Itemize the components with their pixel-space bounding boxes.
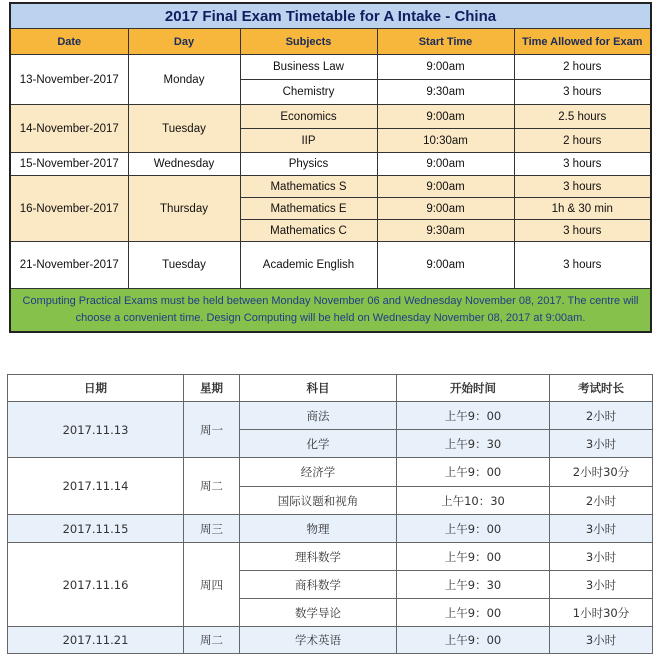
duration-cell: 3小时 <box>550 430 653 458</box>
day-cell: 周二 <box>184 458 240 515</box>
day-cell: 周四 <box>184 543 240 627</box>
subject-cell: Economics <box>240 105 377 129</box>
subject-cell: 商科数学 <box>240 571 397 599</box>
duration-cell: 3 hours <box>514 80 651 105</box>
duration-cell: 3 hours <box>514 153 651 176</box>
day-cell: Wednesday <box>128 153 240 176</box>
date-cell: 13-November-2017 <box>10 55 128 105</box>
column-header-time-allowed: Time Allowed for Exam <box>514 29 651 55</box>
table-row <box>10 105 651 129</box>
duration-cell: 3 hours <box>514 220 651 242</box>
start-time-cell: 9:00am <box>377 105 514 129</box>
subject-cell: 国际议题和视角 <box>240 487 397 515</box>
subject-cell: 商法 <box>240 402 397 430</box>
table-row <box>10 176 651 198</box>
start-time-cell: 上午9：30 <box>397 430 550 458</box>
start-time-cell: 9:00am <box>377 176 514 198</box>
column-header-date: Date <box>10 29 128 55</box>
duration-cell: 3小时 <box>550 515 653 543</box>
subject-cell: 化学 <box>240 430 397 458</box>
duration-cell: 3小时 <box>550 627 653 654</box>
duration-cell: 2.5 hours <box>514 105 651 129</box>
subject-cell: Mathematics E <box>240 198 377 220</box>
date-cell: 2017.11.15 <box>8 515 184 543</box>
column-header-day: Day <box>128 29 240 55</box>
start-time-cell: 上午9：00 <box>397 402 550 430</box>
column-header-subjects: 科目 <box>240 375 397 402</box>
start-time-cell: 上午9：00 <box>397 543 550 571</box>
subject-cell: 学术英语 <box>240 627 397 654</box>
start-time-cell: 9:00am <box>377 153 514 176</box>
subject-cell: Academic English <box>240 242 377 289</box>
day-cell: 周三 <box>184 515 240 543</box>
column-header-start-time: 开始时间 <box>397 375 550 402</box>
start-time-cell: 9:00am <box>377 198 514 220</box>
column-header-date: 日期 <box>8 375 184 402</box>
day-cell: Tuesday <box>128 242 240 289</box>
duration-cell: 2 hours <box>514 55 651 80</box>
column-header-start-time: Start Time <box>377 29 514 55</box>
table-row <box>10 153 651 176</box>
date-cell: 16-November-2017 <box>10 176 128 242</box>
subject-cell: 数学导论 <box>240 599 397 627</box>
subject-cell: 物理 <box>240 515 397 543</box>
duration-cell: 2小时 <box>550 487 653 515</box>
subject-cell: Physics <box>240 153 377 176</box>
subject-cell: Business Law <box>240 55 377 80</box>
start-time-cell: 上午9：30 <box>397 571 550 599</box>
column-header-subjects: Subjects <box>240 29 377 55</box>
subject-cell: 经济学 <box>240 458 397 487</box>
column-header-day: 星期 <box>184 375 240 402</box>
start-time-cell: 上午9：00 <box>397 599 550 627</box>
table-row <box>8 402 653 430</box>
table-row <box>8 515 653 543</box>
table-row <box>8 543 653 571</box>
date-cell: 2017.11.16 <box>8 543 184 627</box>
date-cell: 2017.11.13 <box>8 402 184 458</box>
date-cell: 14-November-2017 <box>10 105 128 153</box>
table-row <box>10 242 651 289</box>
column-header-duration: 考试时长 <box>550 375 653 402</box>
subject-cell: Mathematics C <box>240 220 377 242</box>
start-time-cell: 9:30am <box>377 220 514 242</box>
duration-cell: 1h & 30 min <box>514 198 651 220</box>
duration-cell: 3小时 <box>550 571 653 599</box>
date-cell: 21-November-2017 <box>10 242 128 289</box>
start-time-cell: 9:30am <box>377 80 514 105</box>
start-time-cell: 上午10：30 <box>397 487 550 515</box>
header-row <box>8 375 653 402</box>
subject-cell: Mathematics S <box>240 176 377 198</box>
start-time-cell: 上午9：00 <box>397 627 550 654</box>
date-cell: 2017.11.21 <box>8 627 184 654</box>
chinese-timetable <box>7 374 653 654</box>
day-cell: Tuesday <box>128 105 240 153</box>
duration-cell: 2小时 <box>550 402 653 430</box>
table-row <box>8 458 653 487</box>
subject-cell: IIP <box>240 129 377 153</box>
footer-note: Computing Practical Exams must be held between Monday November 06 and Wednesday November 08, 2017. The centre will choose a convenient time. Design Computing will be held on Wednesday November 08, 2017 at 9:00am. <box>10 289 651 333</box>
duration-cell: 3 hours <box>514 242 651 289</box>
header-row <box>10 29 651 55</box>
table-row <box>10 55 651 80</box>
timetable-title: 2017 Final Exam Timetable for A Intake - China <box>10 3 651 29</box>
start-time-cell: 9:00am <box>377 55 514 80</box>
subject-cell: Chemistry <box>240 80 377 105</box>
start-time-cell: 上午9：00 <box>397 458 550 487</box>
date-cell: 15-November-2017 <box>10 153 128 176</box>
english-timetable <box>9 2 652 333</box>
day-cell: 周一 <box>184 402 240 458</box>
day-cell: 周二 <box>184 627 240 654</box>
duration-cell: 3小时 <box>550 543 653 571</box>
day-cell: Monday <box>128 55 240 105</box>
date-cell: 2017.11.14 <box>8 458 184 515</box>
subject-cell: 理科数学 <box>240 543 397 571</box>
start-time-cell: 9:00am <box>377 242 514 289</box>
start-time-cell: 10:30am <box>377 129 514 153</box>
duration-cell: 2小时30分 <box>550 458 653 487</box>
duration-cell: 1小时30分 <box>550 599 653 627</box>
duration-cell: 3 hours <box>514 176 651 198</box>
day-cell: Thursday <box>128 176 240 242</box>
table-row <box>8 627 653 654</box>
duration-cell: 2 hours <box>514 129 651 153</box>
start-time-cell: 上午9：00 <box>397 515 550 543</box>
